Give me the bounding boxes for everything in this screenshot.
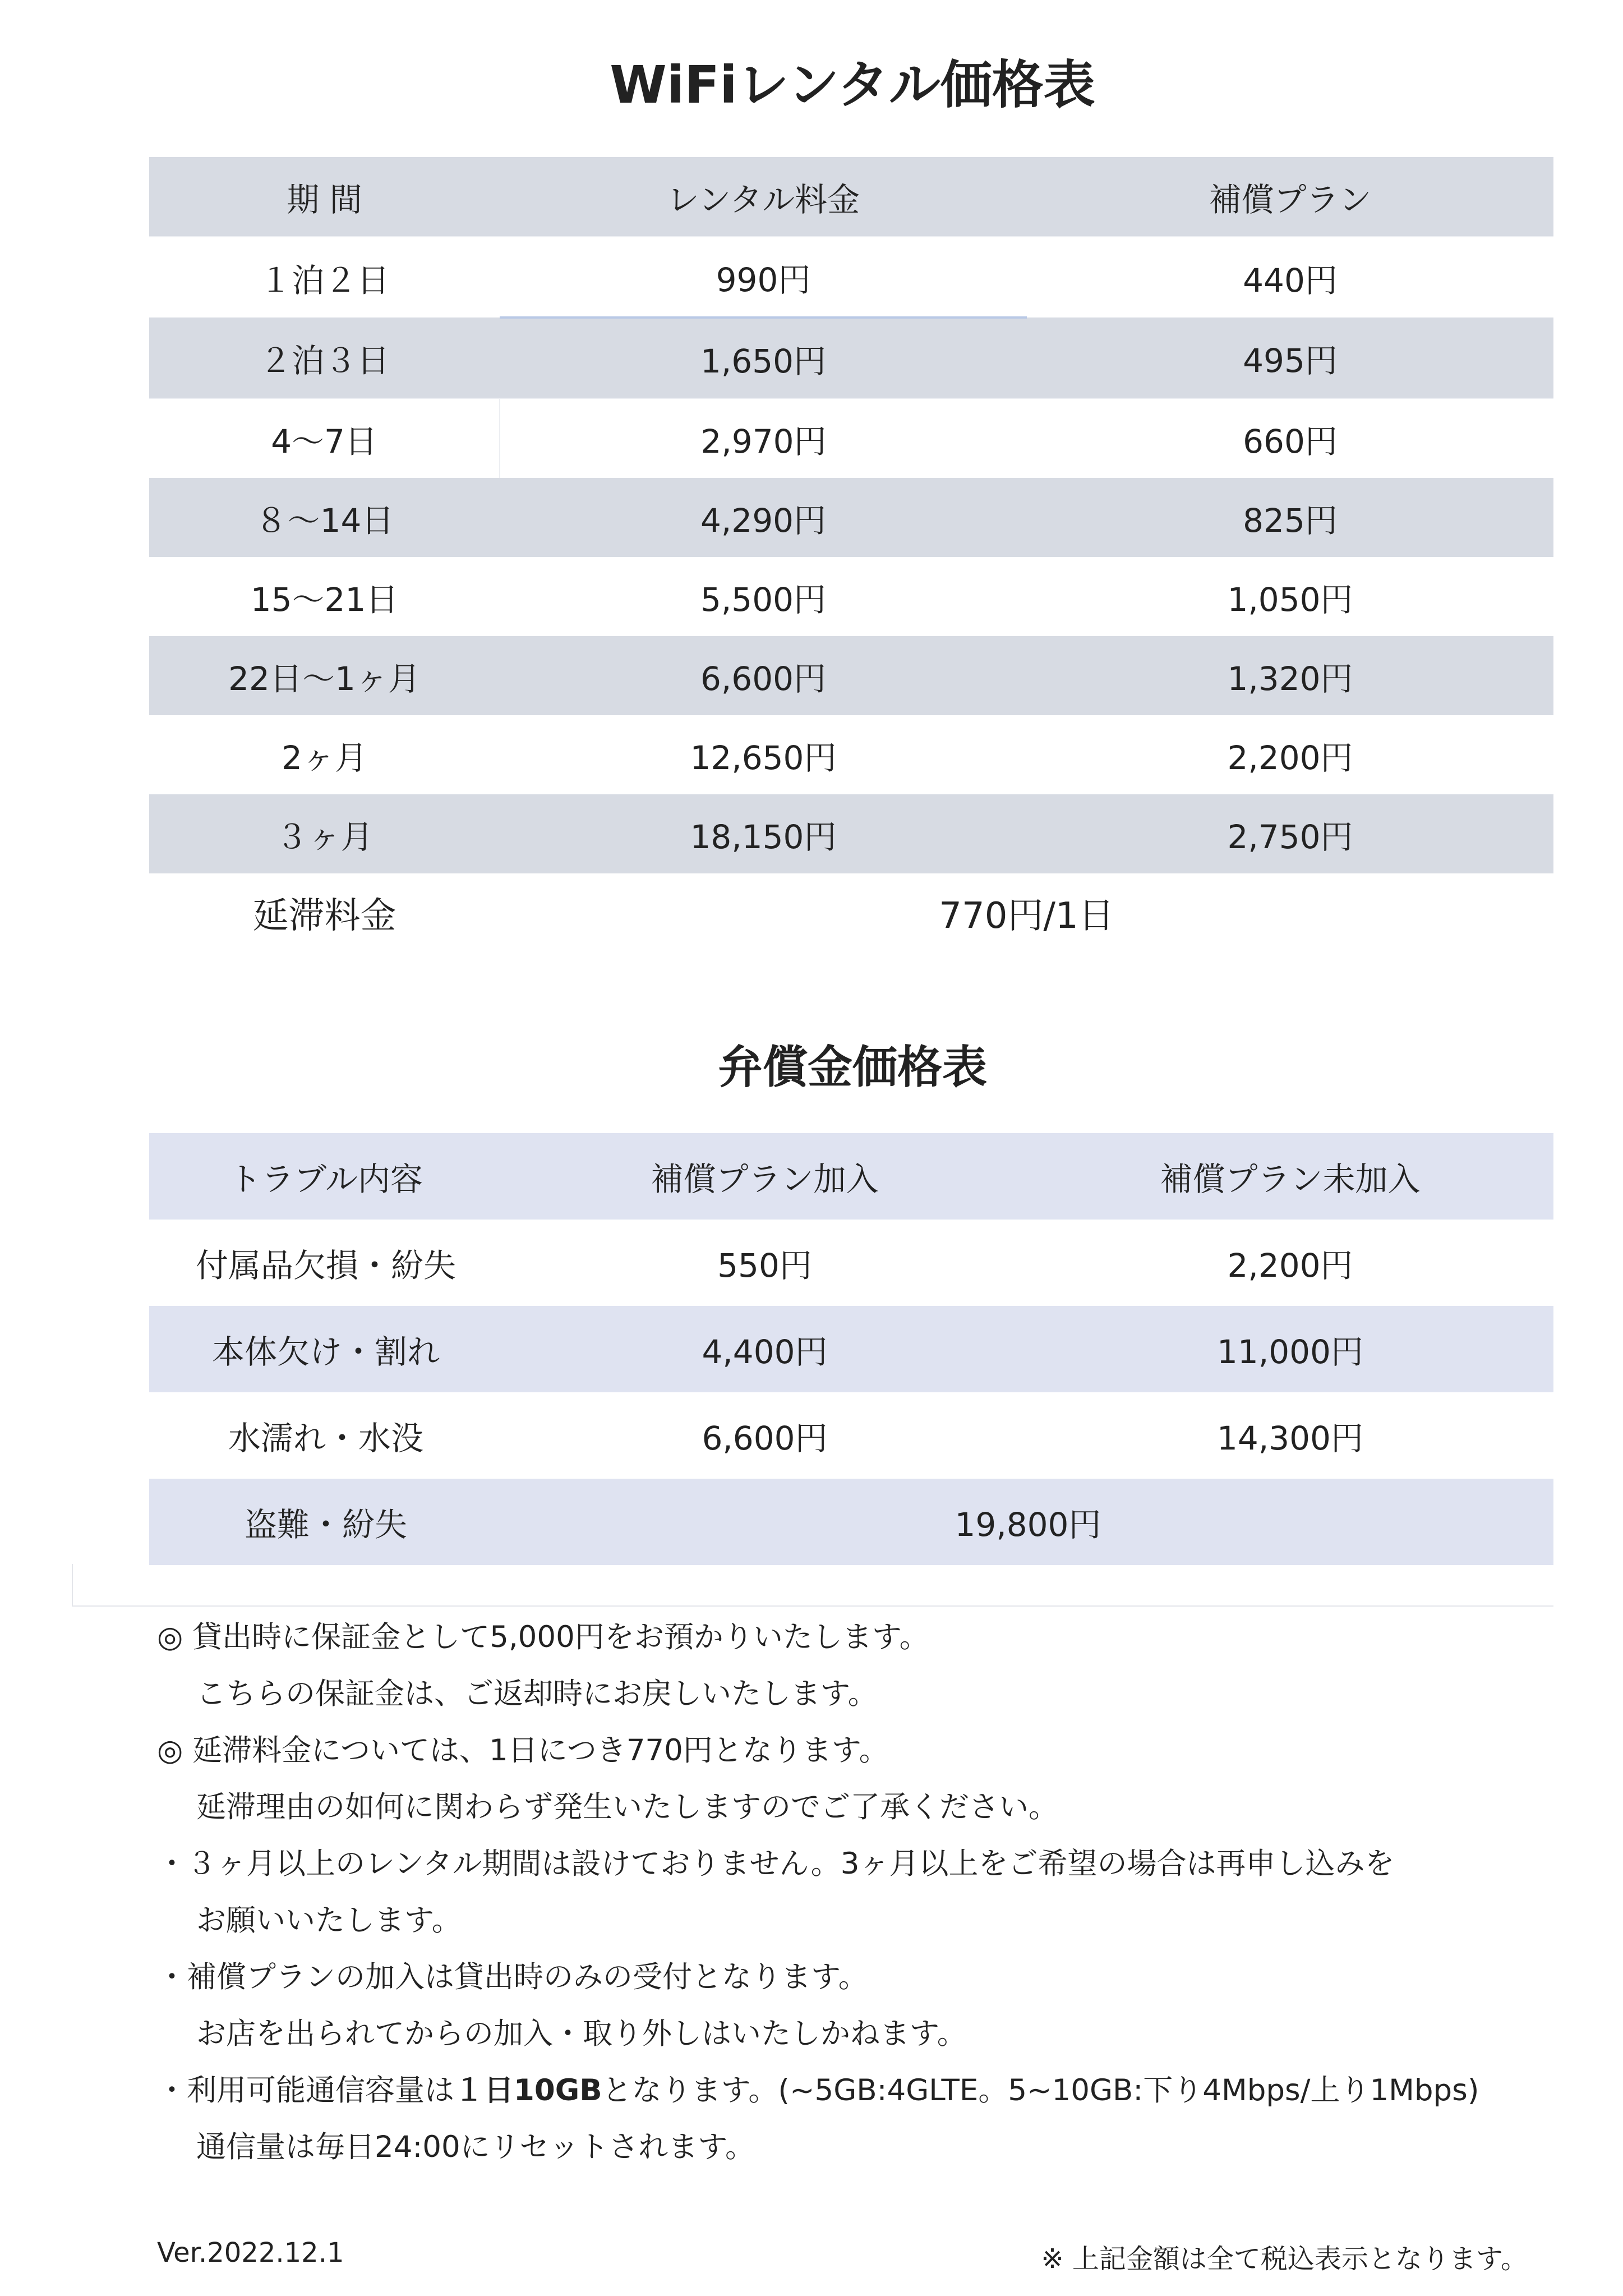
plan-cell: 1,320円 (1027, 636, 1553, 715)
period-cell: 2ヶ月 (282, 738, 367, 777)
with-plan-cell: 550円 (717, 1246, 812, 1285)
version-label: Ver.2022.12.1 (157, 2237, 344, 2269)
fee-cell: 1,650円 (500, 318, 1027, 398)
note-rental-period-detail: お願いいたします。 (196, 1903, 462, 1938)
header-trouble: トラブル内容 (149, 1133, 502, 1220)
plan-cell: 825円 (1027, 478, 1553, 557)
table-row (149, 1306, 1553, 1392)
fee-cell: 6,600円 (500, 636, 1027, 715)
with-plan-cell: 4,400円 (502, 1306, 1027, 1392)
plan-cell: 440円 (1027, 237, 1553, 318)
header-period: 期 間 (149, 157, 500, 237)
table-row (149, 237, 1553, 318)
header-rental-fee: レンタル料金 (500, 157, 1027, 237)
table-row (149, 1392, 1553, 1479)
issue-cell: 本体欠け・割れ (149, 1306, 502, 1392)
tax-note: ※ 上記金額は全て税込表示となります。 (1041, 2243, 1528, 2275)
frame-line-bottom (72, 1605, 1553, 1607)
table-row (149, 794, 1553, 873)
period-cell: 4〜7日 (149, 398, 500, 478)
fee-cell: 18,150円 (500, 794, 1027, 873)
data-capacity-amount: １日10GB (454, 2073, 602, 2108)
period-cell: 15〜21日 (250, 580, 399, 619)
issue-cell: 水濡れ・水没 (228, 1419, 423, 1457)
period-cell: ３ヶ月 (149, 794, 500, 873)
fee-cell: 12,650円 (690, 738, 837, 777)
header-compensation-plan: 補償プラン (1027, 157, 1553, 237)
plan-cell: 2,750円 (1027, 794, 1553, 873)
issue-cell: 付属品欠損・紛失 (195, 1246, 456, 1285)
table-row (149, 715, 1553, 794)
note-late-fee: ◎ 延滞料金については、1日につき770円となります。 (157, 1733, 889, 1768)
table-header-row (149, 1133, 1553, 1220)
without-plan-cell: 11,000円 (1027, 1306, 1553, 1392)
period-cell: １泊２日 (149, 237, 500, 318)
table-row (149, 398, 1553, 478)
theft-value: 19,800円 (502, 1479, 1553, 1565)
without-plan-cell: 14,300円 (1217, 1419, 1363, 1457)
page-title: WiFiレンタル価格表 (610, 55, 1095, 115)
data-capacity-suffix: となります。(~5GB:4GLTE。5~10GB:下り4Mbps/上り1Mbps) (602, 2073, 1479, 2108)
damage-price-table (149, 1133, 1553, 1565)
theft-row (149, 1479, 1553, 1565)
without-plan-cell: 2,200円 (1227, 1246, 1353, 1285)
table-row (149, 636, 1553, 715)
table-header-row (149, 157, 1553, 237)
note-deposit-detail: こちらの保証金は、ご返却時にお戻しいたします。 (196, 1677, 878, 1711)
plan-cell: 660円 (1027, 398, 1553, 478)
note-data-reset: 通信量は毎日24:00にリセットされます。 (196, 2130, 755, 2164)
note-late-fee-detail: 延滞理由の如何に関わらず発生いたしますのでご了承ください。 (196, 1790, 1058, 1824)
fee-cell: 990円 (500, 237, 1027, 318)
table-row (149, 478, 1553, 557)
table-row (149, 1220, 1553, 1306)
note-rental-period: ・３ヶ月以上のレンタル期間は設けておりません。3ヶ月以上をご希望の場合は再申し込みを (157, 1847, 1395, 1881)
theft-label: 盗難・紛失 (149, 1479, 502, 1565)
damage-section-title: 弁償金価格表 (718, 1041, 987, 1093)
late-fee-label: 延滞料金 (252, 895, 396, 937)
frame-line-left (72, 1564, 73, 1607)
table-row (149, 318, 1553, 398)
note-plan-signup-detail: お店を出られてからの加入・取り外しはいたしかねます。 (196, 2017, 967, 2051)
header-without-plan: 補償プラン未加入 (1027, 1133, 1553, 1220)
note-data-capacity (157, 2062, 1479, 2119)
period-cell: ８〜14日 (149, 478, 500, 557)
with-plan-cell: 6,600円 (702, 1419, 828, 1457)
data-capacity-prefix: ・利用可能通信容量は (157, 2073, 454, 2108)
period-cell: 22日〜1ヶ月 (149, 636, 500, 715)
table-row (149, 557, 1553, 636)
header-with-plan: 補償プラン加入 (502, 1133, 1027, 1220)
late-fee-value: 770円/1日 (939, 895, 1114, 937)
plan-cell: 2,200円 (1227, 738, 1353, 777)
late-fee-row (149, 873, 1553, 952)
note-deposit: ◎ 貸出時に保証金として5,000円をお預かりいたします。 (157, 1620, 929, 1654)
fee-cell: 2,970円 (500, 398, 1027, 478)
notes-list (157, 1609, 1479, 2175)
rental-price-table (149, 157, 1553, 952)
period-cell: ２泊３日 (149, 318, 500, 398)
plan-cell: 495円 (1027, 318, 1553, 398)
fee-cell: 4,290円 (500, 478, 1027, 557)
plan-cell: 1,050円 (1227, 580, 1353, 619)
note-plan-signup: ・補償プランの加入は貸出時のみの受付となります。 (157, 1960, 868, 1994)
fee-cell: 5,500円 (700, 580, 827, 619)
